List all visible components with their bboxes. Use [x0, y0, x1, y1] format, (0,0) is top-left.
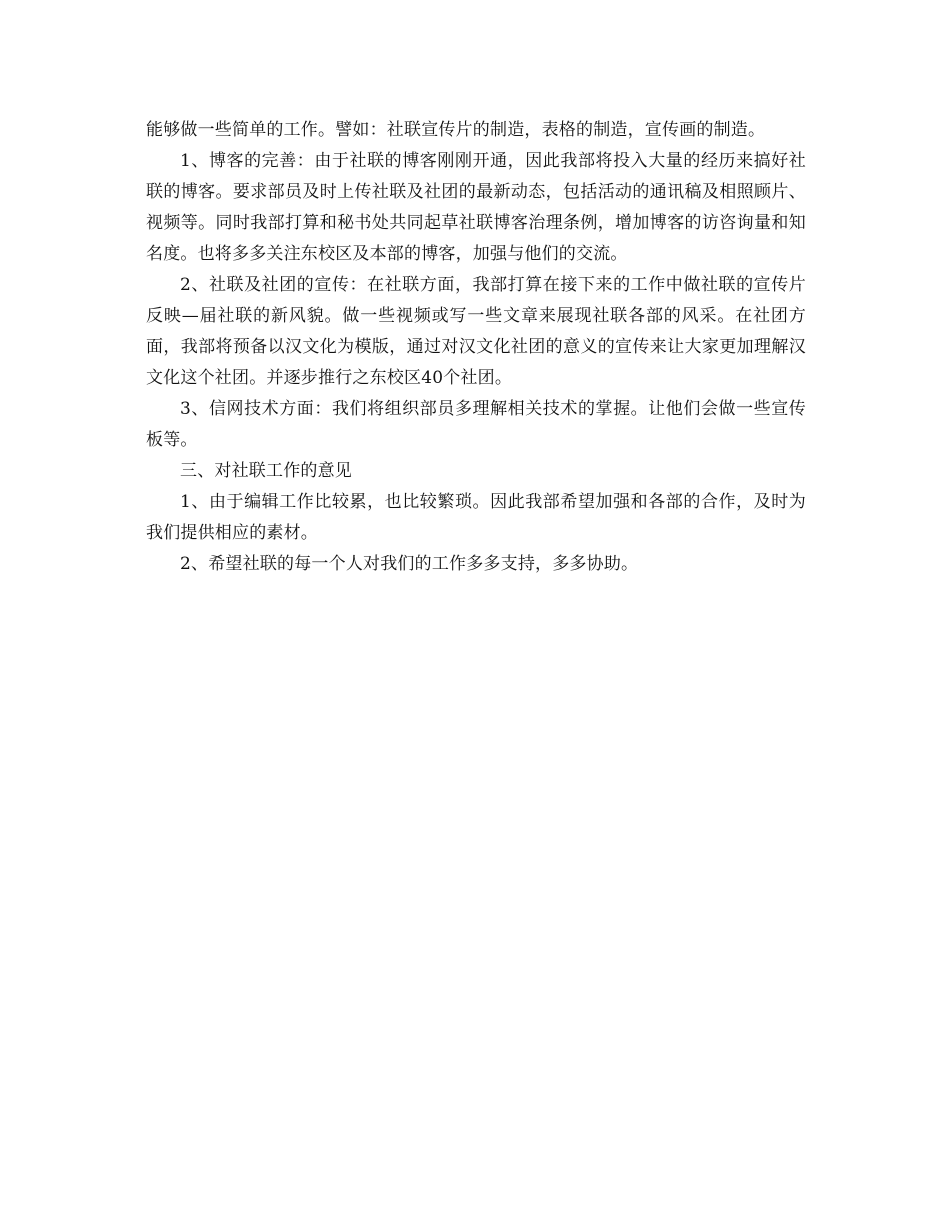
paragraph-opinion-2: 2、希望社联的每一个人对我们的工作多多支持，多多协助。	[180, 554, 639, 574]
paragraph-publicity: 2、社联及社团的宣传：在社联方面，我部打算在接下来的工作中做社联的宣传片反映—届社联的新风貌。做一些视频或写一些文章来展现社联各部的风采。在社团方面，我部将预备以汉文化为模版，通过对汉文化社团的意义的宣传来让大家更加理解汉文化这个社团。并逐步推行之东校区40个社团。	[146, 275, 806, 388]
paragraph-tech: 3、信网技术方面：我们将组织部员多理解相关技术的掌握。让他们会做一些宣传板等。	[146, 399, 806, 450]
section-heading-opinions: 三、对社联工作的意见	[180, 461, 352, 481]
paragraph-opinion-1: 1、由于编辑工作比较累，也比较繁琐。因此我部希望加强和各部的合作，及时为我们提供相应的素材。	[146, 492, 806, 543]
paragraph-continuation: 能够做一些简单的工作。譬如：社联宣传片的制造，表格的制造，宣传画的制造。	[146, 120, 766, 140]
paragraph-blog-improvement: 1、博客的完善：由于社联的博客刚刚开通，因此我部将投入大量的经历来搞好社联的博客。要求部员及时上传社联及社团的最新动态，包括活动的通讯稿及相照顾片、视频等。同时我部打算和秘书处共同起草社联博客治理条例，增加博客的访咨询量和知名度。也将多多关注东校区及本部的博客，加强与他们的交流。	[146, 151, 806, 264]
document-body	[146, 115, 806, 580]
